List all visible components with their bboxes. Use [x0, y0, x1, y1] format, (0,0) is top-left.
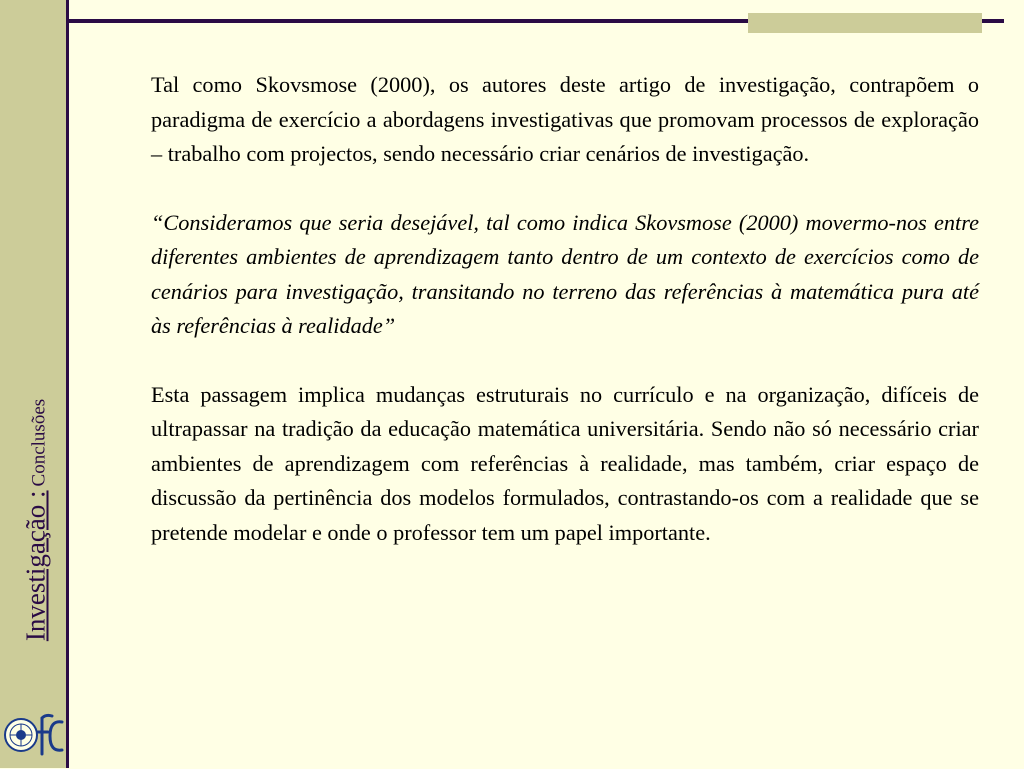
section-title-sub: Conclusões [28, 398, 50, 487]
main-content [151, 68, 979, 550]
sidebar-band [0, 0, 66, 768]
top-accent-block [748, 13, 982, 33]
section-title [21, 399, 52, 641]
section-title-main: Investigação : [20, 490, 51, 642]
paragraph-intro: Tal como Skovsmose (2000), os autores deste artigo de investigação, contrapõem o paradigma de exercício a abordagens investigativas que promovam processos de exploração – trabalho com projectos, sendo necessário criar cenários de investigação. [151, 72, 979, 166]
quote-paragraph: “Consideramos que seria desejável, tal como indica Skovsmose (2000) movermo-nos entre diferentes ambientes de aprendizagem tanto dentro de um contexto de exercícios como de cenários para investigação, transitando no terreno das referências à matemática pura até às referências à realidade” [151, 209, 979, 338]
paragraph-conclusion: Esta passagem implica mudanças estruturais no currículo e na organização, difíceis de ultrapassar na tradição da educação matemática universitária. Sendo não só necessário criar ambientes de aprendizagem com referências à realidade, mas também, criar espaço de discussão da pertinência dos modelos formulados, contrastando-os com a realidade que se pretende modelar e onde o professor tem um papel importante. [151, 381, 979, 545]
fc-seal-logo-icon [2, 706, 66, 764]
sidebar-divider [66, 0, 69, 768]
